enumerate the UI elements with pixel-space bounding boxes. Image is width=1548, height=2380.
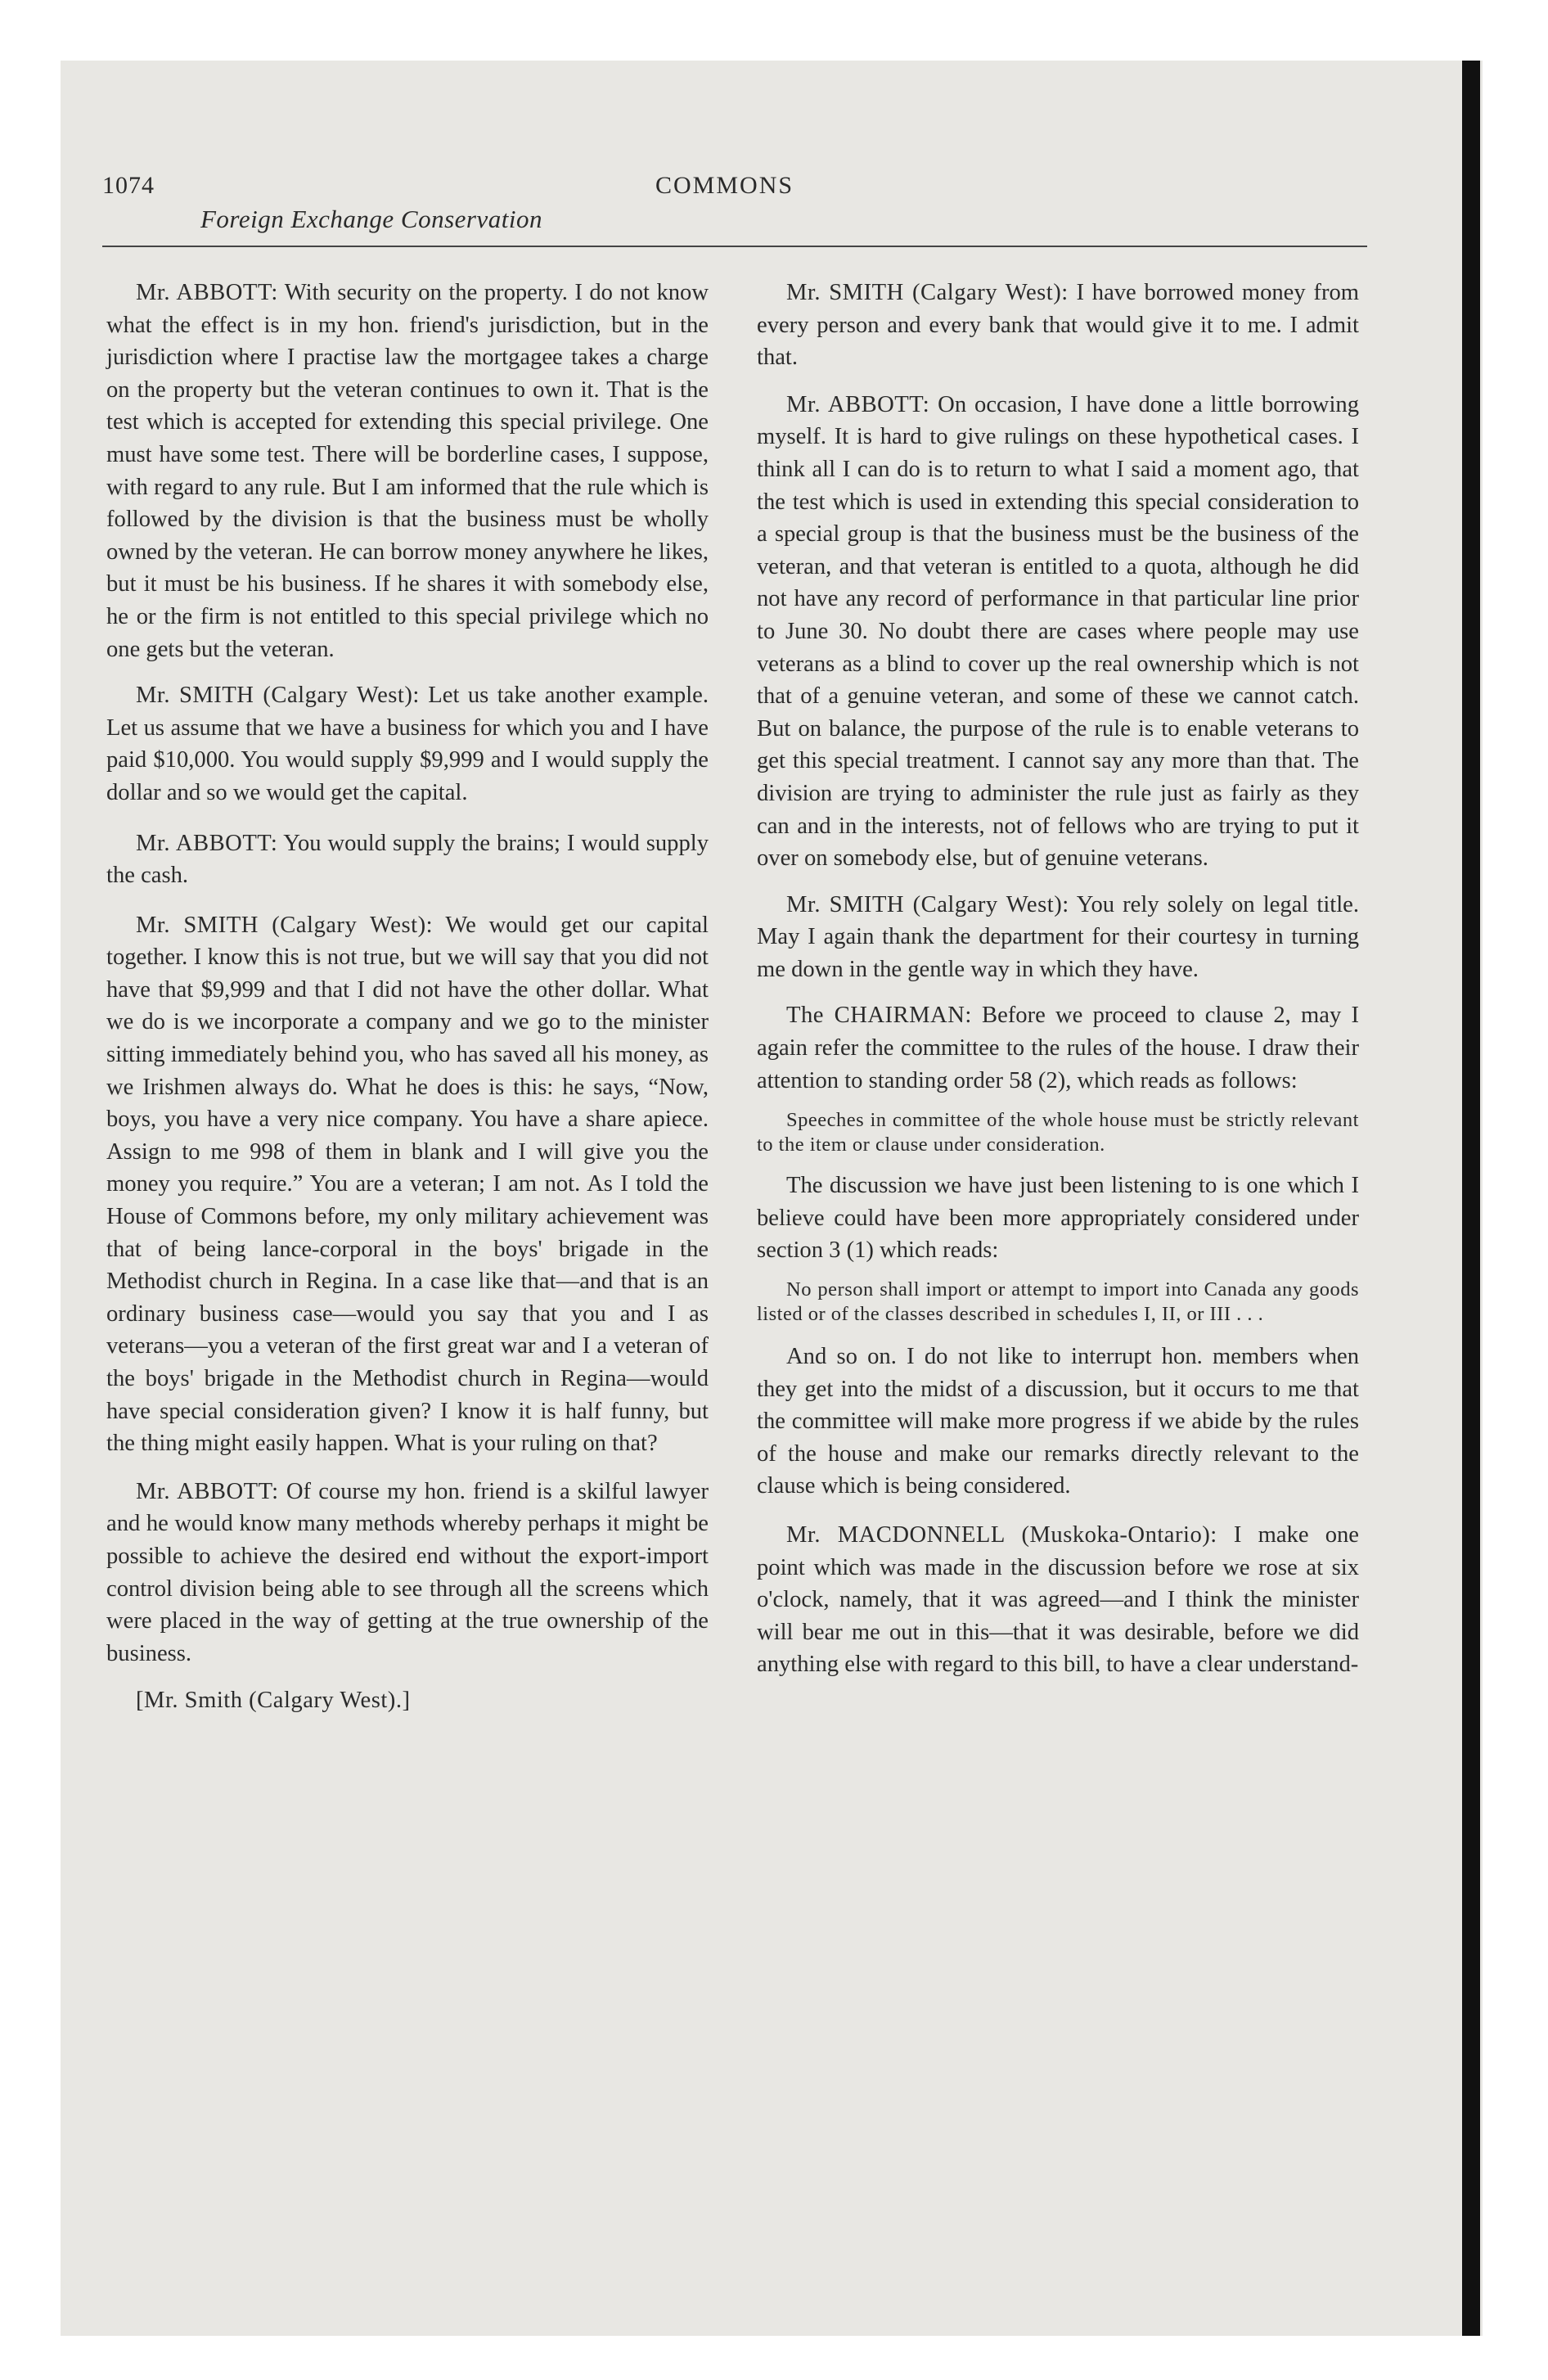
speaker: The CHAIRMAN: bbox=[786, 1003, 972, 1029]
speaker: Mr. ABBOTT: bbox=[136, 1478, 279, 1504]
paragraph bbox=[757, 277, 1359, 374]
paragraph-text: Before we proceed to clause 2, may I again refer the committee to the rules of the house. I draw their attention to standing order 58 (2), which reads as follows: bbox=[757, 1003, 1359, 1093]
paragraph-text: On occasion, I have done a little borrowing myself. It is hard to give rulings on these hypothetical cases. I think all I can do is to return to what I said a moment ago, that the test which is used in extending this special consideration to a special group is that the business must be the business of the veteran, and that veteran is entitled to a quota, although he did not have any record of performance in that particular line prior to June 30. No doubt there are cases where people may use veterans as a blind to cover up the real ownership which is not that of a genuine veteran, and some of these we cannot catch. But on balance, the purpose of the rule is to enable veterans to get this special treatment. I cannot say any more than that. The division are trying to administer the rule just as fairly as they can and in the interests, not of fellows who are trying to put it over on somebody else, but of genuine veterans. bbox=[757, 391, 1359, 872]
paragraph bbox=[757, 889, 1359, 986]
speaker: Mr. ABBOTT: bbox=[136, 830, 278, 856]
speaker: Mr. SMITH (Calgary West): bbox=[136, 912, 434, 938]
paragraph-text: Of course my hon. friend is a skilful lawyer and he would know many methods whereby perhaps it might be possible to achieve the desired end without the export-import control division being able to see through all the screens which were placed in the way of getting at the true ownership of the business. bbox=[106, 1478, 709, 1666]
paragraph-text: You would supply the brains; I would supply the cash. bbox=[106, 830, 709, 889]
speaker: Mr. SMITH (Calgary West): bbox=[786, 891, 1069, 917]
speaker: Mr. SMITH (Calgary West): bbox=[786, 280, 1069, 305]
paragraph bbox=[106, 277, 709, 665]
paragraph-text: We would get our capital together. I know this is not true, but we will say that you did not have that $9,999 and that I did not have the other dollar. What we do is we incorporate a company and we go to the minister sitting immediately behind you, who has saved all his money, as we Irishmen always do. What he does is this: he says, “Now, boys, you have a very nice company. You have a share apiece. Assign to me 998 of them in blank and I will give you the money you require.” You are a veteran; I am not. As I told the House of Commons before, my only military achievement was that of being lance-corporal in the boys' brigade in the Methodist church in Regina. In a case like that—and that is an ordinary business case—would you say that you and I as veterans—you a veteran of the first great war and I a veteran of the boys' brigade in the Methodist church in Regina—would have special consideration given? I know it is half funny, but the thing might easily happen. What is your ruling on that? bbox=[106, 912, 709, 1457]
paragraph bbox=[106, 679, 709, 809]
section-title: Foreign Exchange Conservation bbox=[200, 205, 542, 233]
running-head: COMMONS bbox=[655, 172, 794, 199]
speaker: Mr. ABBOTT: bbox=[136, 280, 278, 305]
page-number: 1074 bbox=[102, 172, 155, 199]
header-rule bbox=[102, 246, 1367, 247]
paragraph bbox=[757, 389, 1359, 875]
paragraph-text: With security on the property. I do not know what the effect is in my hon. friend's jurisdiction, but in the jurisdiction where I practise law the mortgagee takes a charge on the property but the veteran continues to own it. That is the test which is accepted for extending this special privilege. One must have some test. There will be borderline cases, I suppose, with regard to any rule. But I am informed that the rule which is followed by the division is that the business must be wholly owned by the veteran. He can borrow money anywhere he likes, but it must be his business. If he shares it with somebody else, he or the firm is not entitled to this special privilege which no one gets but the veteran. bbox=[106, 280, 709, 662]
speaker: Mr. SMITH (Calgary West): bbox=[136, 683, 420, 709]
paragraph-text: Let us take another example. Let us assume that we have a business for which you and I have paid $10,000. You would supply $9,999 and I would supply the dollar and so we would get the capital. bbox=[106, 683, 709, 805]
paragraph bbox=[757, 999, 1359, 1097]
speaker-footnote: [Mr. Smith (Calgary West).] bbox=[136, 1688, 411, 1714]
quoted-section: No person shall import or attempt to import into Canada any goods listed or of the classes described in schedules I, II, or III . . . bbox=[757, 1278, 1359, 1325]
paragraph-text: I have borrowed money from every person and every bank that would give it to me. I admit that. bbox=[757, 280, 1359, 371]
scan-edge-shadow bbox=[1462, 61, 1480, 2336]
speaker: Mr. MACDONNELL (Muskoka-Ontario): bbox=[786, 1522, 1217, 1548]
left-column bbox=[106, 277, 709, 1717]
paragraph bbox=[757, 1519, 1359, 1681]
quoted-standing-order: Speeches in committee of the whole house must be strictly relevant to the item or clause under consideration. bbox=[757, 1109, 1359, 1156]
page-header bbox=[102, 172, 1367, 247]
paragraph-text: I make one point which was made in the discussion before we rose at six o'clock, namely, that it was agreed—and I think the minister will bear me out in this—that it was desirable, before we did anything else with regard to this bill, to have a clear understand- bbox=[757, 1522, 1359, 1678]
paragraph bbox=[106, 827, 709, 892]
speaker: Mr. ABBOTT: bbox=[786, 391, 930, 417]
paragraph: The discussion we have just been listening to is one which I believe could have been more appropriately considered under section 3 (1) which reads: bbox=[757, 1173, 1359, 1264]
paragraph bbox=[106, 909, 709, 1460]
paragraph-text: You rely solely on legal title. May I again thank the department for their courtesy in turning me down in the gentle way in which they have. bbox=[757, 891, 1360, 982]
paragraph: And so on. I do not like to interrupt hon. members when they get into the midst of a discussion, but it occurs to me that the committee will make more progress if we abide by the rules of the house and make our remarks directly relevant to the clause which is being considered. bbox=[757, 1344, 1359, 1499]
paragraph bbox=[106, 1476, 709, 1670]
right-column bbox=[757, 277, 1359, 1697]
